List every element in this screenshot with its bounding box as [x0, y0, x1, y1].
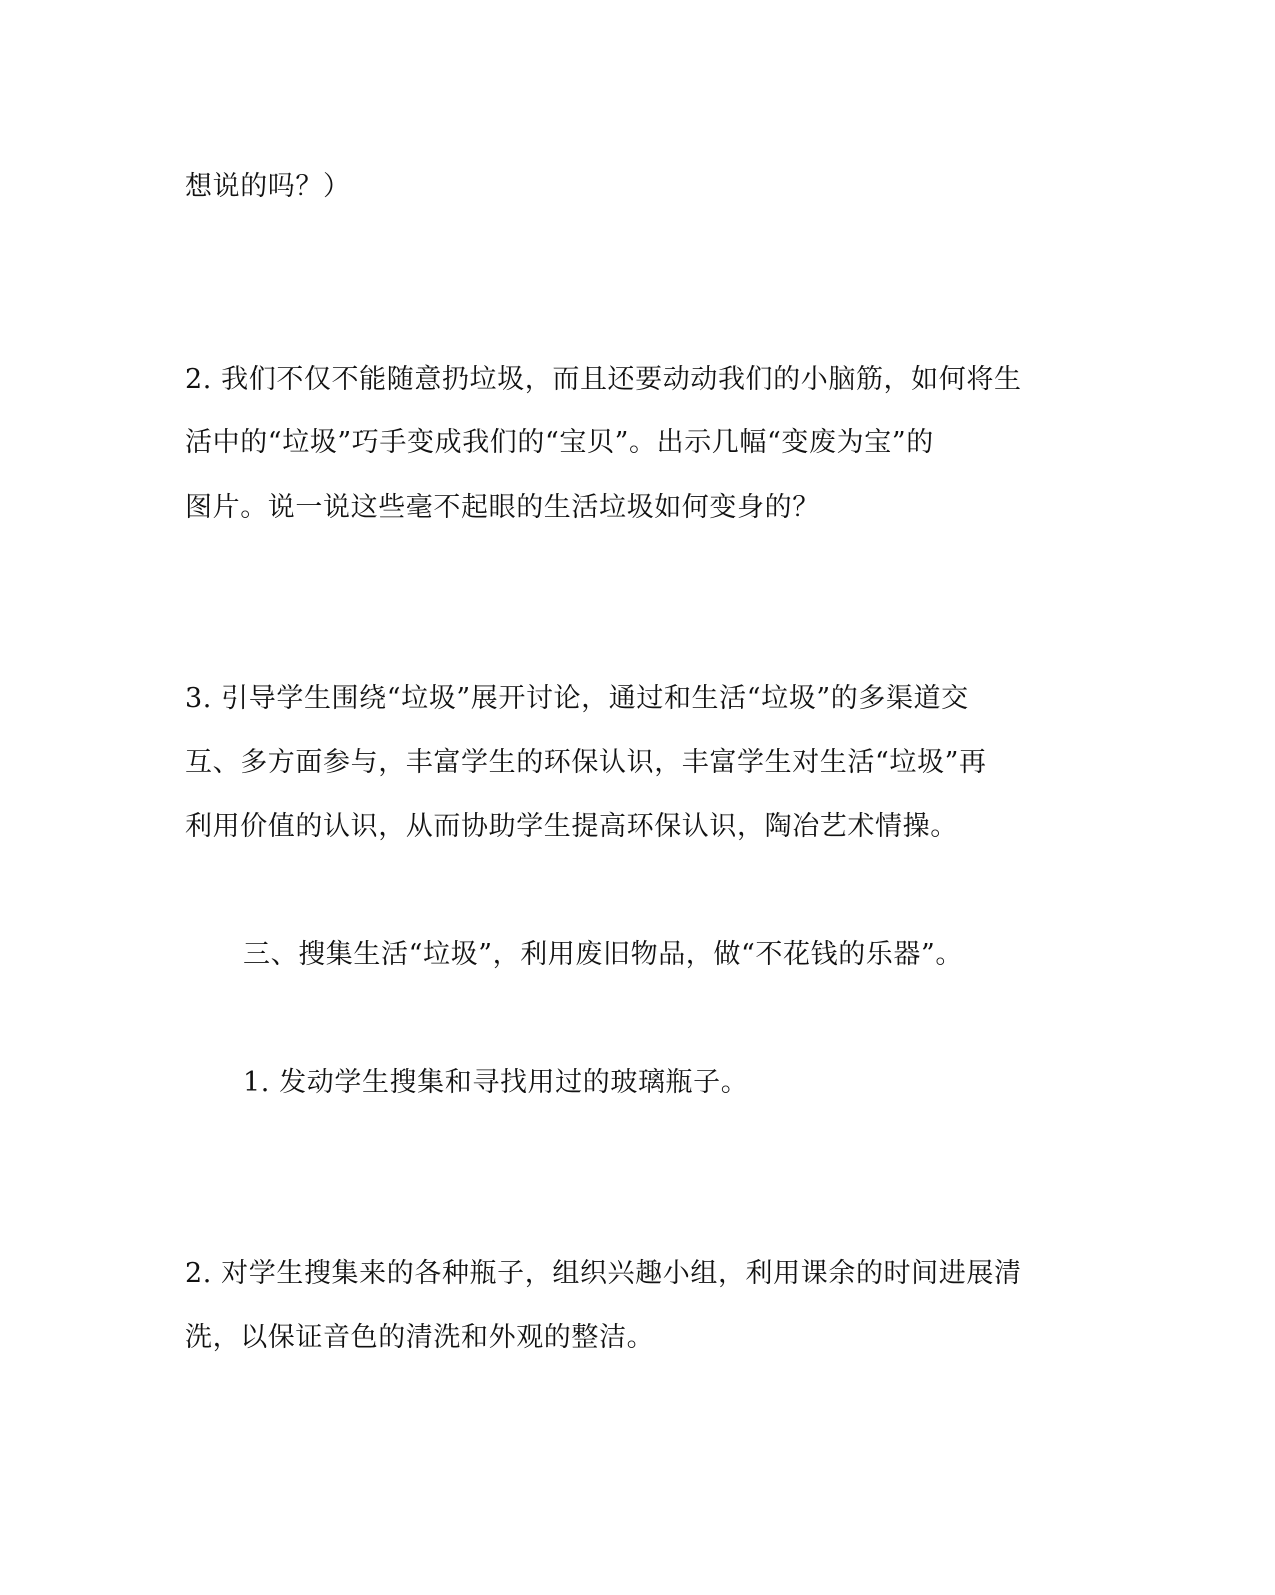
- paragraph-line: 互、多方面参与，丰富学生的环保认识，丰富学生对生活“垃圾”再: [185, 747, 987, 778]
- paragraph-line: 洗，以保证音色的清洗和外观的整洁。: [185, 1322, 655, 1353]
- paragraph-line: 1. 发动学生搜集和寻找用过的玻璃瓶子。: [243, 1067, 749, 1098]
- paragraph-line: 活中的“垃圾”巧手变成我们的“宝贝”。出示几幅“变废为宝”的: [185, 427, 934, 458]
- paragraph-line: 3. 引导学生围绕“垃圾”展开讨论，通过和生活“垃圾”的多渠道交: [185, 683, 969, 714]
- paragraph-line: 图片。说一说这些毫不起眼的生活垃圾如何变身的？: [185, 492, 820, 523]
- paragraph-line: 2. 我们不仅不能随意扔垃圾，而且还要动动我们的小脑筋，如何将生: [185, 364, 1022, 395]
- paragraph-line: 2. 对学生搜集来的各种瓶子，组织兴趣小组，利用课余的时间进展清: [185, 1258, 1022, 1289]
- section-heading: 三、搜集生活“垃圾”，利用废旧物品，做“不花钱的乐器”。: [243, 939, 964, 970]
- paragraph-line: 想说的吗？）: [185, 171, 351, 202]
- paragraph-line: 利用价值的认识，从而协助学生提高环保认识，陶冶艺术情操。: [185, 811, 958, 842]
